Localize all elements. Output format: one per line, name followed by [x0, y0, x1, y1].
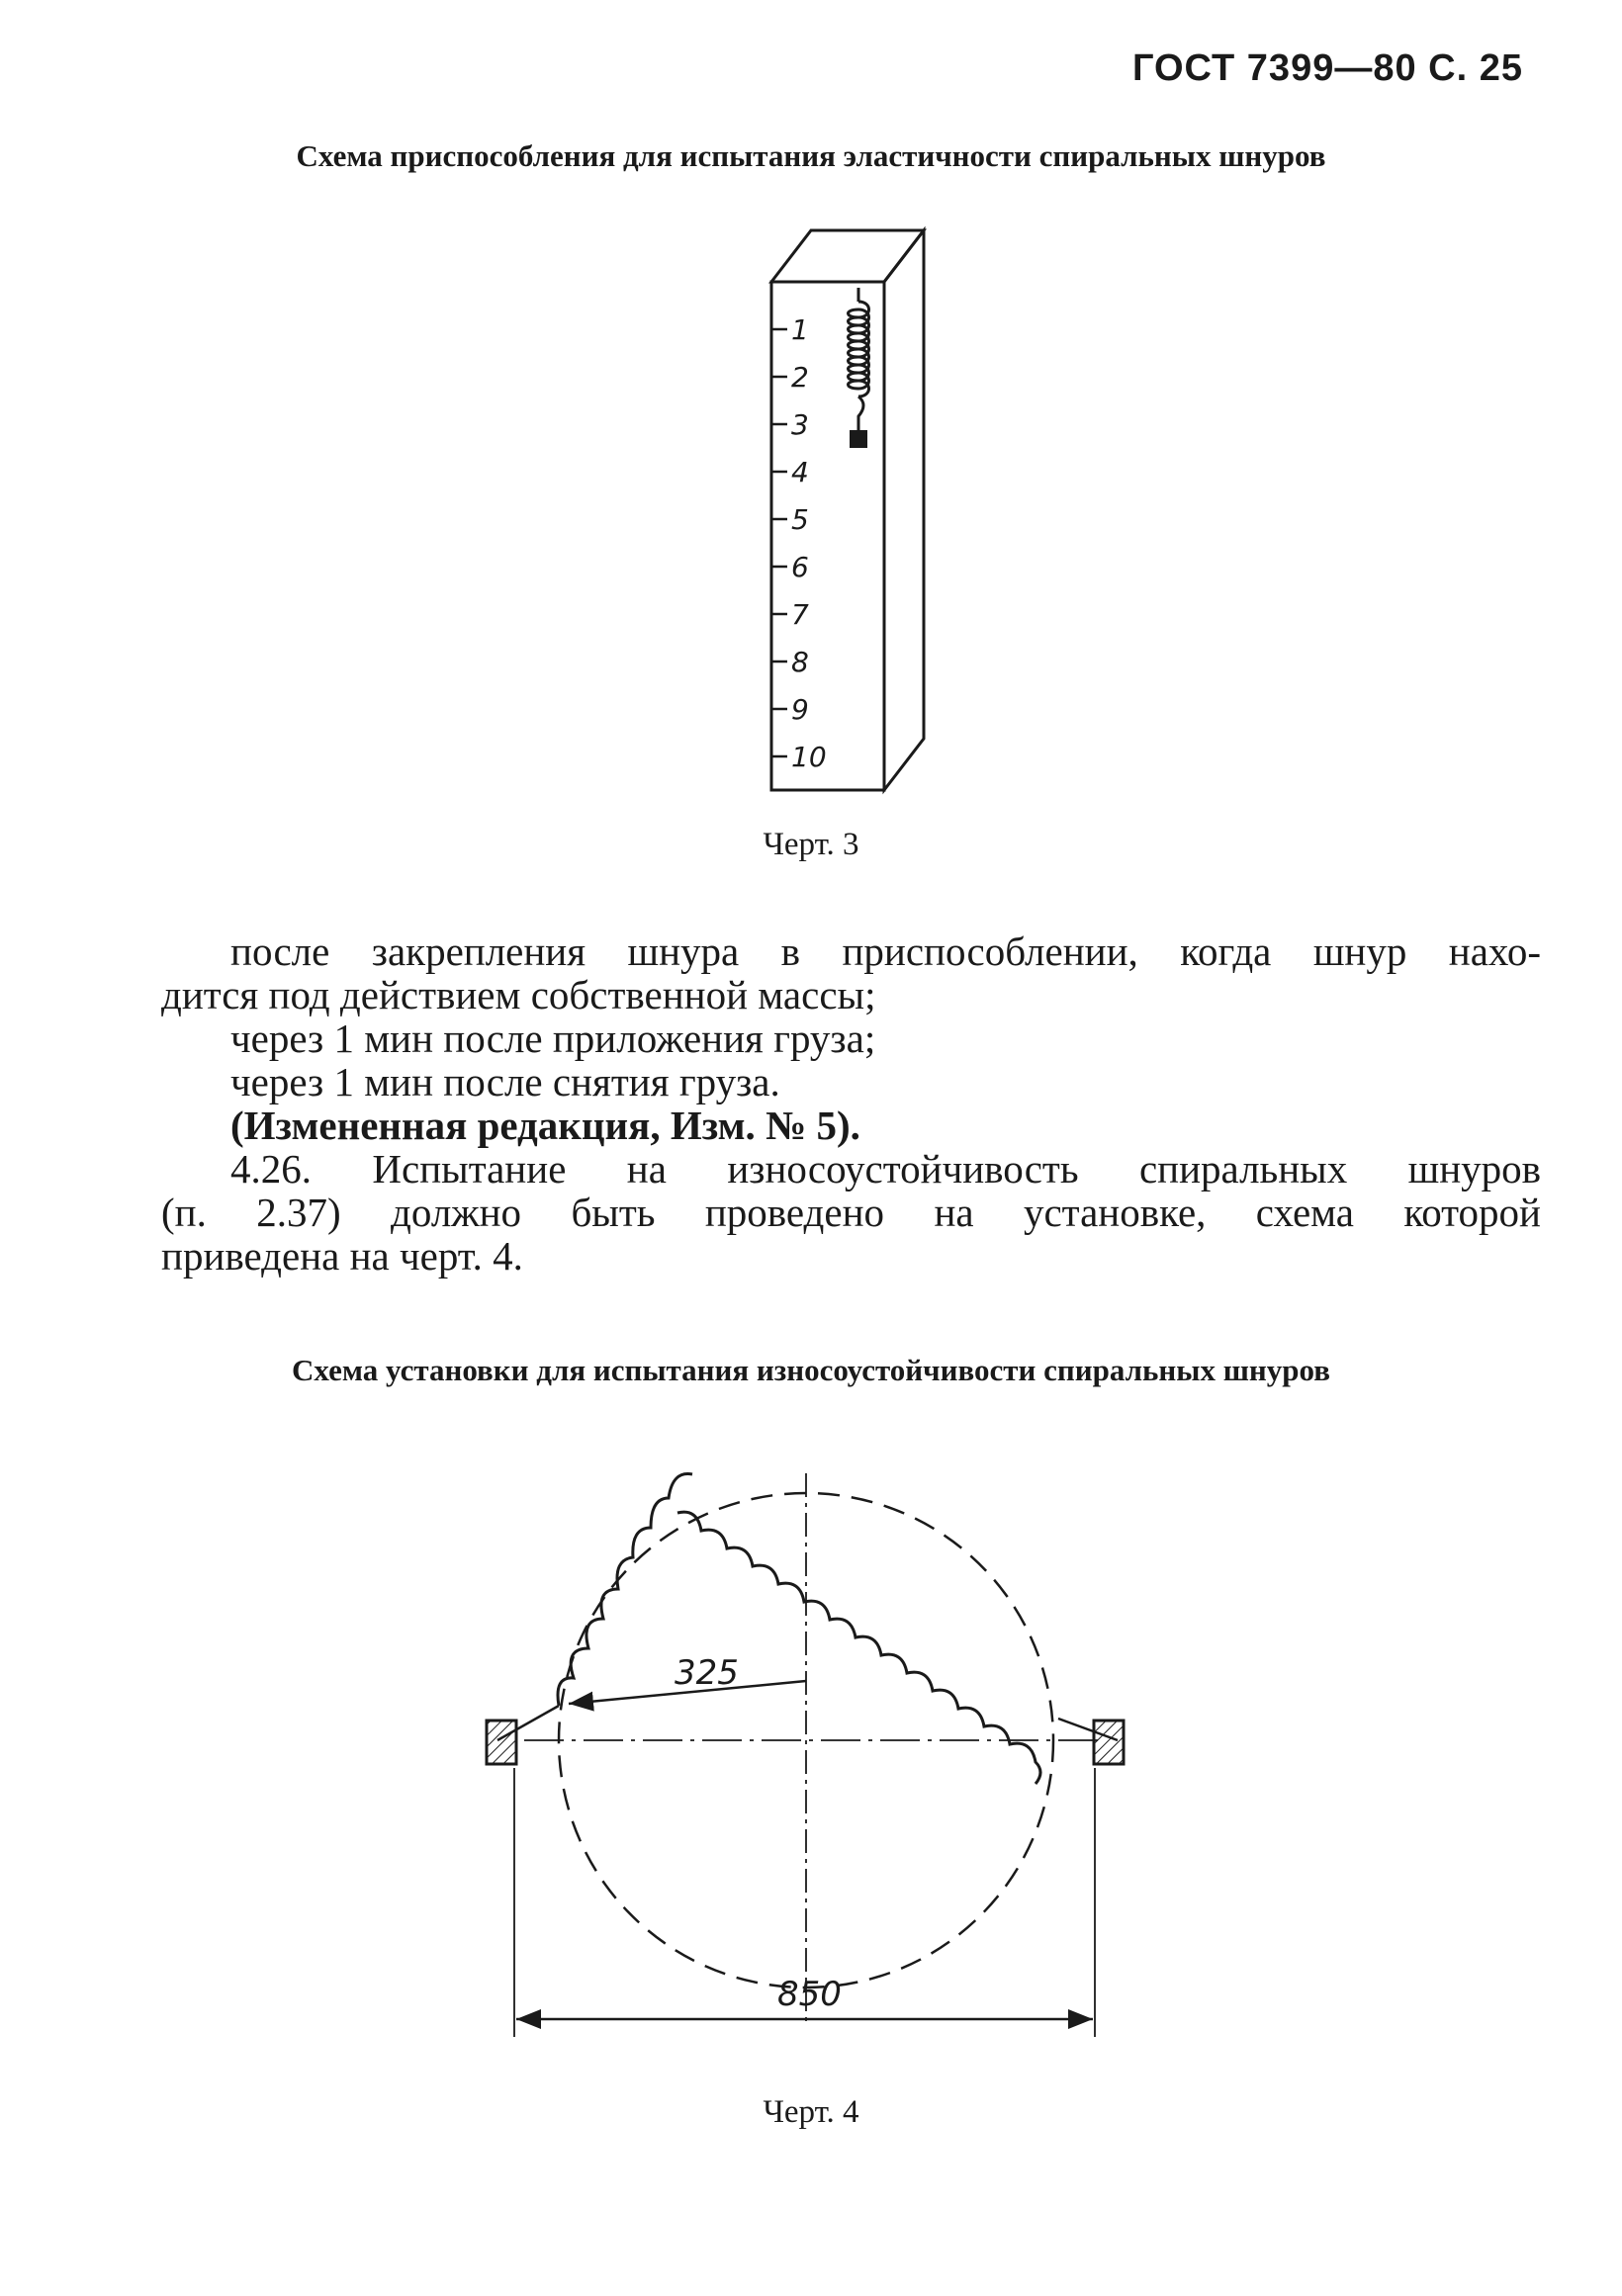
scale-label: 2	[791, 361, 809, 394]
paragraph-line: через 1 мин после снятия груза.	[230, 1059, 780, 1104]
paragraph-line: 4.26. Испытание на износоустойчивость спиральных шнуров	[230, 1146, 1541, 1192]
paragraph-line: дится под действием собственной массы;	[161, 972, 876, 1017]
fixture-side-face	[884, 230, 924, 790]
right-clamp	[1094, 1721, 1124, 1764]
scale-label: 5	[791, 503, 809, 536]
width-dimension-label: 850	[777, 1975, 842, 2014]
paragraph-line: через 1 мин после приложения груза;	[230, 1016, 876, 1061]
scale-label: 4	[791, 456, 809, 488]
fixture-top-face	[771, 230, 924, 282]
scale-label: 3	[791, 408, 809, 441]
scale-label: 9	[791, 693, 809, 726]
scale-label: 10	[791, 741, 827, 773]
paragraph-line: после закрепления шнура в приспособлении, когда шнур нахо-	[230, 928, 1541, 974]
figure3-title: Схема приспособления для испытания эластичности спиральных шнуров	[296, 138, 1326, 173]
figure4-diagram	[465, 1444, 1157, 2057]
paragraph-line: приведена на черт. 4.	[161, 1233, 523, 1279]
spring-tail	[858, 397, 863, 430]
spring-coil	[849, 302, 869, 397]
body-text	[161, 929, 1541, 1278]
weight-block	[850, 430, 867, 448]
figure3-diagram	[752, 222, 949, 806]
left-clamp	[487, 1721, 516, 1764]
figure3-caption: Черт. 3	[763, 827, 859, 862]
amendment-note: (Измененная редакция, Изм. № 5).	[230, 1103, 860, 1148]
figure4-title: Схема установки для испытания износоустойчивости спиральных шнуров	[292, 1353, 1330, 1387]
scale-label: 1	[791, 313, 809, 346]
scale-label: 6	[791, 551, 809, 583]
paragraph-line: (п. 2.37) должно быть проведено на установке, схема которой	[161, 1190, 1541, 1235]
page-header: ГОСТ 7399—80 С. 25	[1131, 47, 1523, 89]
cord-coil-left	[558, 1474, 692, 1707]
scale-label: 8	[791, 646, 809, 678]
cord-coil-right	[677, 1512, 1040, 1784]
figure4-caption: Черт. 4	[763, 2094, 859, 2130]
scale-label: 7	[791, 598, 809, 631]
radius-dimension-label: 325	[675, 1653, 739, 1693]
